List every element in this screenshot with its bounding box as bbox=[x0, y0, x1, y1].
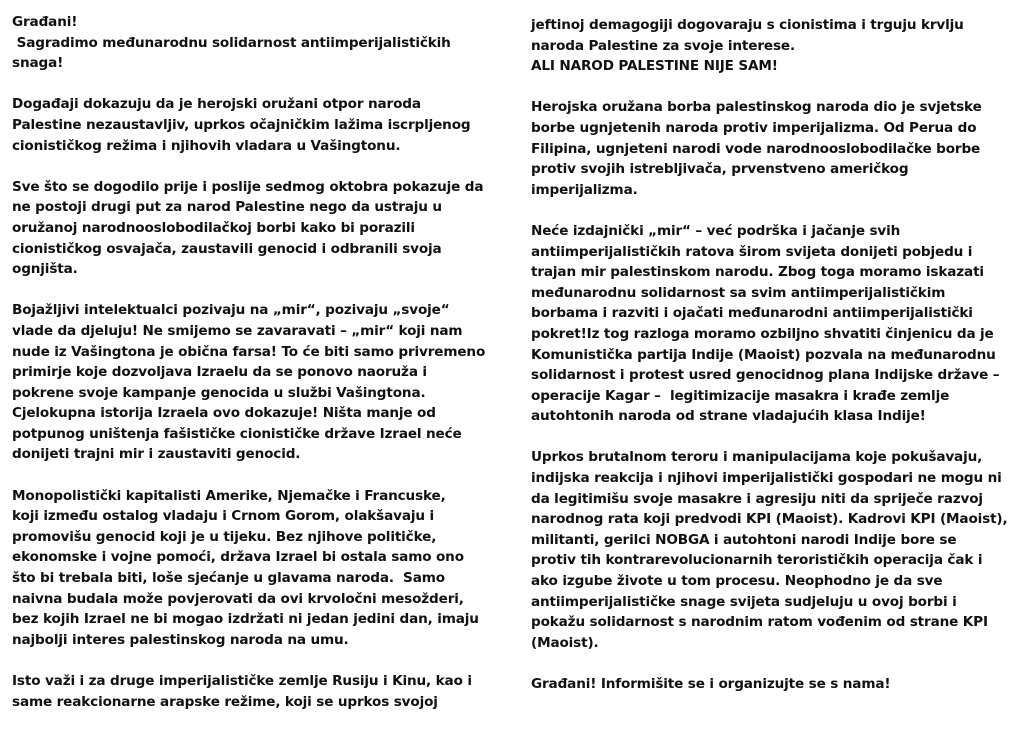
paragraph bbox=[531, 97, 1021, 200]
text-line: Filipina, ugnjeteni narodi vode narodnooslobodilačke borbe bbox=[531, 140, 981, 157]
text-line: Sagradimo međunarodnu solidarnost antiimperijalističkih bbox=[12, 34, 451, 51]
paragraph bbox=[12, 177, 502, 280]
text-line: Građani! Informišite se i organizujte se s nama! bbox=[531, 676, 891, 692]
paragraph bbox=[12, 300, 502, 465]
text-line: Događaji dokazuju da je herojski oružani otpor naroda bbox=[12, 96, 421, 113]
text-line: cionističkog osvajača, zaustavili genocid i odbranili svoja bbox=[12, 240, 442, 257]
text-line: oružanoj narodnooslobodilačkoj borbi kako bi porazili bbox=[12, 219, 415, 236]
paragraph bbox=[12, 486, 502, 651]
text-line: potpunog uništenja fašističke cionističke države Izrael neće bbox=[12, 425, 462, 442]
text-line: narodnog rata koji predvodi KPI (Maoist). Kadrovi KPI (Maoist), bbox=[531, 511, 1008, 528]
text-line: cionističkog režima i njihovih vladara u Vašingtonu. bbox=[12, 137, 401, 154]
text-line: ako izgube živote u tom procesu. Neophodno je da sve bbox=[531, 573, 943, 590]
text-line: operacije Kagar – legitimizacije masakra i krađe zemlje bbox=[531, 387, 950, 404]
text-line: primirje koje dozvoljava Izraelu da se ponovo naoruža i bbox=[12, 364, 427, 381]
text-line: jeftinoj demagogiji dogovaraju s cionistima i trguju krvlju bbox=[531, 17, 964, 33]
text-line: da legitimišu svoje masakre i agresiju niti da spriječe razvoj bbox=[531, 490, 983, 507]
text-line: indijska reakcija i njihovi imperijalistički gospodari ne mogu ni bbox=[531, 470, 1002, 487]
text-line: snaga! bbox=[12, 55, 64, 72]
text-line: pokret!Iz tog razloga moramo ozbiljno shvatiti činjenicu da je bbox=[531, 325, 994, 342]
text-line: donijeti trajni mir i zaustaviti genocid. bbox=[12, 446, 301, 463]
text-line: bez kojih Izrael ne bi mogao izdržati ni jedan jedini dan, imaju bbox=[12, 611, 479, 628]
text-line: naivna budala može povjerovati da ovi krvoločni mesožderi, bbox=[12, 590, 464, 607]
text-line: Cjelokupna istorija Izraela ovo dokazuje! Ništa manje od bbox=[12, 405, 436, 422]
text-line: borbama i razviti i ojačati međunarodni antiimperijalistički bbox=[531, 305, 973, 322]
paragraph bbox=[12, 94, 502, 156]
text-line: Monopolistički kapitalisti Amerike, Njemačke i Francuske, bbox=[12, 487, 446, 504]
text-line: ekonomske i vojne pomoći, država Izrael bi ostala samo ono bbox=[12, 549, 464, 566]
text-line: (Maoist). bbox=[531, 634, 599, 651]
text-line: Uprkos brutalnom teroru i manipulacijama koje pokušavaju, bbox=[531, 449, 983, 466]
text-line: Bojažljivi intelektualci pozivaju na „mir“, pozivaju „svoje“ bbox=[12, 302, 450, 319]
text-line: solidarnost i protest usred genocidnog plana Indijske države – bbox=[531, 367, 1000, 384]
text-line: autohtonih naroda od strane vladajućih klasa Indije! bbox=[531, 408, 926, 425]
text-line: trajan mir palestinskom narodu. Zbog toga moramo iskazati bbox=[531, 264, 984, 281]
text-line: Neće izdajnički „mir“ – već podrška i jačanje svih bbox=[531, 222, 901, 239]
text-line: antiimperijalističke snage svijeta sudjeluju u ovoj borbi i bbox=[531, 593, 957, 610]
text-line: najbolji interes palestinskog naroda na umu. bbox=[12, 631, 349, 648]
text-line: ognjišta. bbox=[12, 261, 78, 278]
paragraph bbox=[531, 674, 1021, 695]
text-line: ALI NAROD PALESTINE NIJE SAM! bbox=[531, 58, 778, 75]
text-line: promovišu genocid koji je u tijeku. Bez njihove političke, bbox=[12, 528, 437, 545]
text-line: Herojska oružana borba palestinskog naroda dio je svjetske bbox=[531, 99, 982, 116]
left-column bbox=[12, 12, 502, 733]
paragraph bbox=[531, 221, 1021, 427]
text-line: koji između ostalog vladaju i Crnom Gorom, olakšavaju i bbox=[12, 508, 434, 525]
text-line: borbe ugnjetenih naroda protiv imperijalizma. Od Perua do bbox=[531, 119, 977, 136]
text-line: pokrene svoje kampanje genocida u službi Vašingtona. bbox=[12, 384, 426, 401]
text-line: vlade da djeluju! Ne smijemo se zavaravati – „mir“ koji nam bbox=[12, 322, 463, 339]
text-line: protiv tih kontrarevolucionarnih terorističkih operacija čak i bbox=[531, 552, 983, 569]
text-line: naroda Palestine za svoje interese. bbox=[531, 37, 795, 54]
text-line: nude iz Vašingtona je obična farsa! To će biti samo privremeno bbox=[12, 343, 486, 360]
text-line: Isto važi i za druge imperijalističke zemlje Rusiju i Kinu, kao i bbox=[12, 673, 472, 689]
paragraph bbox=[531, 15, 1021, 77]
right-column bbox=[531, 15, 1021, 715]
text-line: protiv svojih istrebljivača, prvenstveno američkog bbox=[531, 161, 909, 178]
text-line: Komunistička partija Indije (Maoist) pozvala na međunarodnu bbox=[531, 346, 996, 363]
text-line: same reakcionarne arapske režime, koji se uprkos svojoj bbox=[12, 693, 438, 710]
text-line: pokažu solidarnost s narodnim ratom vođenim od strane KPI bbox=[531, 614, 988, 631]
paragraph bbox=[531, 447, 1021, 653]
text-line: Građani! bbox=[12, 14, 78, 30]
text-line: Sve što se dogodilo prije i poslije sedmog oktobra pokazuje da bbox=[12, 178, 484, 195]
paragraph bbox=[12, 12, 502, 74]
text-line: imperijalizma. bbox=[531, 181, 638, 198]
paragraph bbox=[12, 671, 502, 712]
text-line: ne postoji drugi put za narod Palestine nego da ustraju u bbox=[12, 199, 442, 216]
text-line: militanti, gerilci NOBGA i autohtoni narodi Indije bore se bbox=[531, 531, 957, 548]
text-line: što bi trebala biti, loše sjećanje u glavama naroda. Samo bbox=[12, 570, 445, 587]
text-line: Palestine nezaustavljiv, uprkos očajničkim lažima iscrpljenog bbox=[12, 116, 471, 133]
text-line: antiimperijalističkih ratova širom svijeta donijeti pobjedu i bbox=[531, 243, 973, 260]
text-line: međunarodnu solidarnost sa svim antiimperijalističkim bbox=[531, 284, 946, 301]
